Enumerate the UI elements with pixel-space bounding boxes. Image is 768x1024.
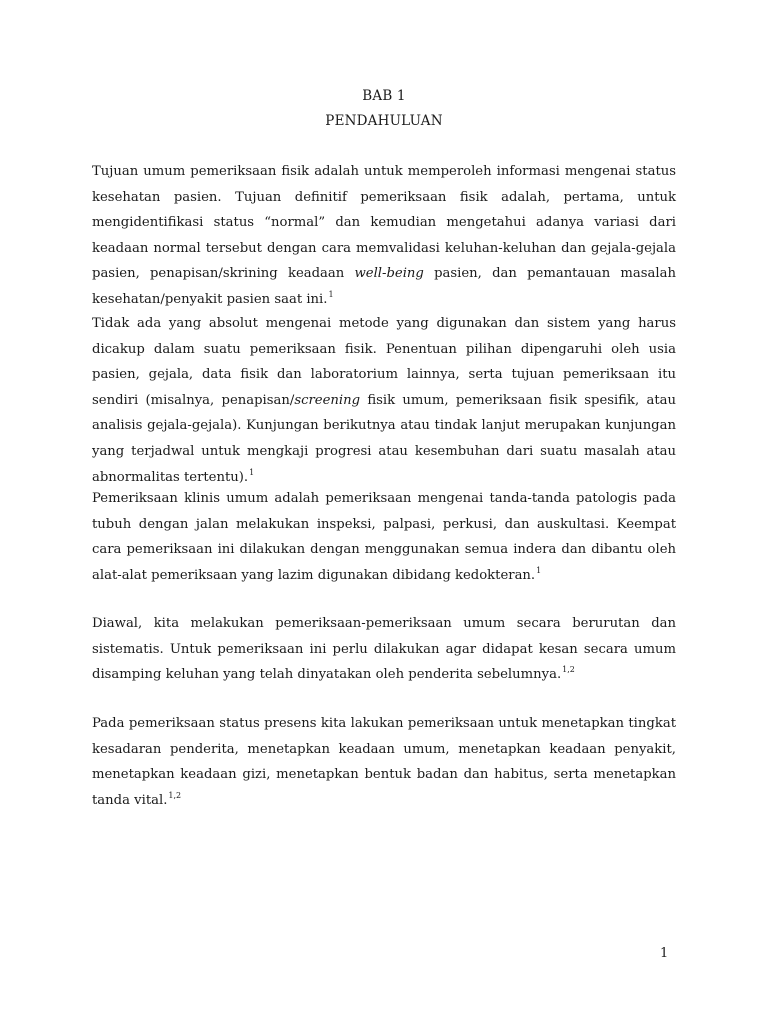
paragraph-text: Tujuan umum pemeriksaan fisik adalah untuk memperoleh informasi mengenai status kesehatan pasien. Tujuan definitif pemeriksaan fisik adalah, pertama, untuk mengidentifikasi status “normal” dan kemudian mengetahui adanya variasi dari keadaan normal tersebut dengan cara memvalidasi keluhan-keluhan dan gejala-gejala pasien, penapisan/skrining keadaan xyxy=(92,164,676,282)
citation-ref: 1 xyxy=(536,565,542,575)
citation-ref: 1,2 xyxy=(168,790,182,800)
paragraph-2 xyxy=(92,311,676,490)
paragraph-text: pasien, dan pemantauan masalah kesehatan/penyakit pasien saat ini. xyxy=(92,266,676,307)
citation-ref: 1,2 xyxy=(562,665,575,675)
paragraph-text: Tidak ada yang absolut mengenai metode yang digunakan dan sistem yang harus dicakup dalam suatu pemeriksaan fisik. Penentuan pilihan dipengaruhi oleh usia pasien, gejala, data fisik dan laboratorium lainnya, serta tujuan pemeriksaan itu sendiri (misalnya, penapisan/ xyxy=(92,316,676,408)
italic-term: screening xyxy=(294,392,361,408)
paragraph-text: Pemeriksaan klinis umum adalah pemeriksaan mengenai tanda-tanda patologis pada tubuh dengan jalan melakukan inspeksi, palpasi, perkusi, dan auskultasi. Keempat cara pemeriksaan ini dilakukan dengan menggunakan semua indera dan dibantu oleh alat-alat pemeriksaan yang lazim digunakan dibidang kedokteran. xyxy=(92,491,676,583)
paragraph-3 xyxy=(92,486,676,588)
paragraph-text: Pada pemeriksaan status presens kita lakukan pemeriksaan untuk menetapkan tingkat kesadaran penderita, menetapkan keadaan umum, menetapkan keadaan penyakit, menetapkan keadaan gizi, menetapkan bentuk badan dan habitus, serta menetapkan tanda vital. xyxy=(92,716,676,808)
citation-ref: 1 xyxy=(249,467,255,477)
chapter-number: BAB 1 xyxy=(362,88,406,104)
paragraph-1 xyxy=(92,159,676,313)
chapter-title: PENDAHULUAN xyxy=(325,113,443,129)
page-number: 1 xyxy=(660,946,669,961)
paragraph-text: Diawal, kita melakukan pemeriksaan-pemeriksaan umum secara berurutan dan sistematis. Untuk pemeriksaan ini perlu dilakukan agar didapat kesan secara umum disamping keluhan yang telah dinyatakan oleh penderita sebelumnya. xyxy=(92,616,676,683)
paragraph-text: fisik umum, pemeriksaan fisik spesifik, atau analisis gejala-gejala). Kunjungan berikutnya atau tindak lanjut merupakan kunjungan yang terjadwal untuk mengkaji progresi atau kesembuhan dari suatu masalah atau abnormalitas tertentu). xyxy=(92,392,676,485)
italic-term: well-being xyxy=(354,266,424,282)
paragraph-5 xyxy=(92,711,676,813)
citation-ref: 1 xyxy=(328,289,334,299)
paragraph-4 xyxy=(92,611,676,688)
